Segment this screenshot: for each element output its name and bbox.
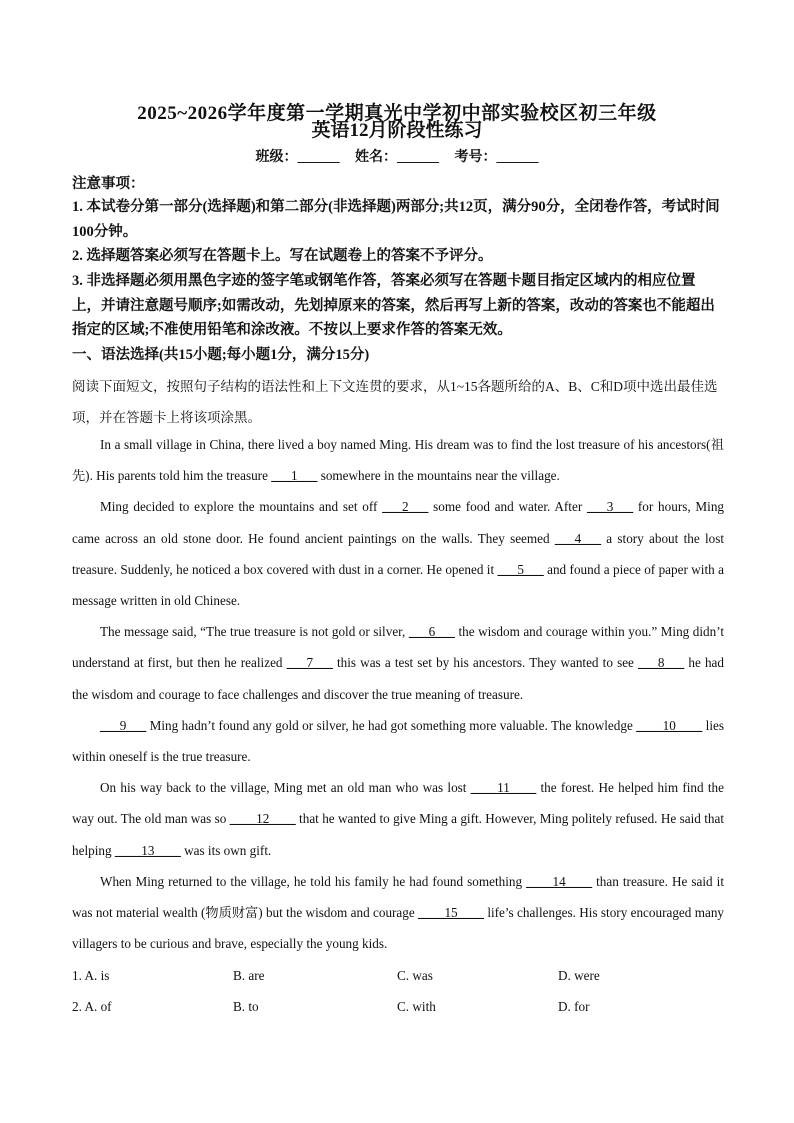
name-field-label: 姓名：______ <box>355 150 439 165</box>
answer-options <box>72 960 724 1022</box>
passage-paragraph-2 <box>72 491 724 616</box>
passage-text: some food and water. After <box>428 499 587 515</box>
exam-title-line2: 英语12月阶段性练习 <box>311 120 483 141</box>
blank-8: ___8___ <box>638 655 685 671</box>
option-c: C. was <box>397 968 433 983</box>
question-2-options <box>72 991 724 1022</box>
passage-paragraph-5 <box>72 772 724 866</box>
passage-paragraph-4 <box>72 710 724 772</box>
blank-5: ___5___ <box>497 561 544 577</box>
blank-3: ___3___ <box>586 499 634 515</box>
passage-text: Ming hadn’t found any gold or silver, he had got something more valuable. The knowledge <box>146 717 637 733</box>
passage-text: than treasure. He said it was not material wealth (物质财富) but the wisdom and courage <box>72 873 724 921</box>
passage-text: this was a test set by his ancestors. They wanted to see <box>332 655 639 671</box>
option-c: C. with <box>397 999 436 1014</box>
passage-paragraph-1 <box>72 429 724 491</box>
passage-paragraph-6 <box>72 866 724 960</box>
passage-text: The message said, “The true treasure is not gold or silver, <box>100 624 409 640</box>
blank-6: ___6___ <box>408 624 455 640</box>
blank-4: ___4___ <box>554 530 602 546</box>
blank-1: ___1___ <box>271 468 318 484</box>
note-item-2: 2. 选择题答案必须写在答题卡上。写在试题卷上的答案不予评分。 <box>72 248 493 264</box>
passage-text: On his way back to the village, Ming met an old man who was lost <box>100 780 471 796</box>
note-item-1: 1. 本试卷分第一部分(选择题)和第二部分(非选择题)两部分;共12页，满分90分，全闭卷作答，考试时间100分钟。 <box>72 199 720 240</box>
passage-text: the forest. He helped him find the way out. The old man was so <box>72 780 724 827</box>
passage-text: and found a piece of paper with a message written in old Chinese. <box>72 561 724 609</box>
passage-text: he had the wisdom and courage to face challenges and discover the true meaning of treasure. <box>72 655 724 702</box>
passage-text: the wisdom and courage within you.” Ming didn’t understand at first, but then he realized <box>72 624 725 671</box>
blank-15: ____15____ <box>418 905 484 921</box>
question-1-options <box>72 960 724 991</box>
passage-text: lies within oneself is the true treasure. <box>72 717 724 765</box>
blank-7: ___7___ <box>286 655 333 671</box>
option-a: 1. A. is <box>72 968 110 983</box>
option-d: D. for <box>558 999 590 1014</box>
blank-11: ____11____ <box>470 780 537 796</box>
note-item-3: 3. 非选择题必须用黑色字迹的签字笔或钢笔作答，答案必须写在答题卡题目指定区域内的相应位置上，并请注意题号顺序;如需改动，先划掉原来的答案，然后再写上新的答案，改动的答案也不能超出指定的区域;不准使用铅笔和涂改液。不按以上要求作答的答案无效。 <box>72 273 715 338</box>
option-b: B. are <box>233 968 265 983</box>
blank-14: ____14____ <box>526 873 593 889</box>
passage-text: was its own gift. <box>180 842 272 858</box>
student-info-line <box>0 146 794 166</box>
passage-paragraph-3 <box>72 616 724 710</box>
notes-heading: 注意事项： <box>72 176 145 192</box>
passage-text: life’s challenges. His story encouraged many villagers to be curious and brave, especially the young kids. <box>72 905 725 952</box>
exam-title-line1: 2025~2026学年度第一学期真光中学初中部实验校区初三年级 <box>137 103 657 124</box>
passage-text: When Ming returned to the village, he told his family he had found something <box>100 873 527 889</box>
passage-text: Ming decided to explore the mountains and set off <box>100 499 383 515</box>
blank-13: ____13____ <box>114 842 181 858</box>
number-field-label: 考号：______ <box>454 150 539 165</box>
option-a: 2. A. of <box>72 999 112 1014</box>
blank-9: ___9___ <box>100 717 147 733</box>
blank-10: ____10____ <box>636 717 703 733</box>
option-d: D. were <box>558 968 600 983</box>
passage-text: a story about the lost treasure. Suddenly, he noticed a box covered with dust in a corner. He opened it <box>72 530 724 577</box>
blank-12: ____12____ <box>229 811 296 827</box>
blank-2: ___2___ <box>382 499 429 515</box>
passage-text: for hours, Ming came across an old stone door. He found ancient paintings on the walls. They seemed <box>72 499 725 546</box>
reading-passage <box>72 429 724 959</box>
class-field-label: 班级：______ <box>255 150 340 165</box>
passage-text: somewhere in the mountains near the village. <box>317 468 560 484</box>
passage-text: In a small village in China, there lived a boy named Ming. His dream was to find the lost treasure of his ancestors(祖先). His parents told him the treasure <box>72 437 724 484</box>
option-b: B. to <box>233 999 259 1014</box>
section-heading: 一、语法选择(共15小题;每小题1分，满分15分) <box>72 347 370 363</box>
passage-text: that he wanted to give Ming a gift. However, Ming politely refused. He said that helping <box>72 811 724 858</box>
section-instruction: 阅读下面短文，按照句子结构的语法性和上下文连贯的要求，从1~15各题所给的A、B、C和D项中选出最佳选项，并在答题卡上将该项涂黑。 <box>72 379 718 425</box>
